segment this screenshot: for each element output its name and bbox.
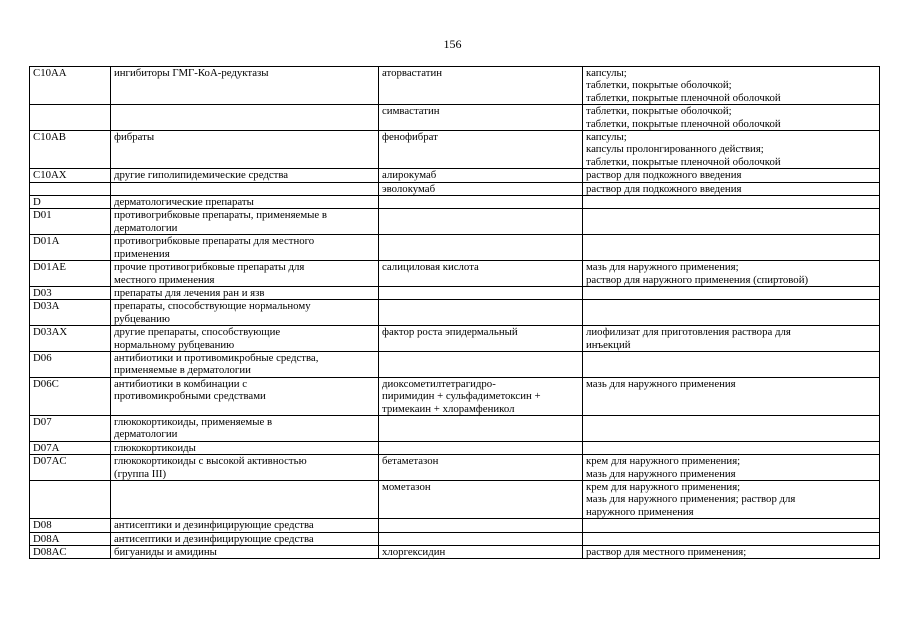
table-row: [30, 532, 880, 545]
dosage-form-cell: таблетки, покрытые оболочкой; таблетки, покрытые пленочной оболочкой: [583, 105, 880, 131]
dosage-form-cell: [583, 286, 880, 299]
table-row: [30, 286, 880, 299]
anatomical-group-cell: препараты, способствующие нормальному рубцеванию: [111, 300, 379, 326]
table-row: [30, 455, 880, 481]
atc-code-cell: D03AX: [30, 326, 111, 352]
anatomical-group-cell: [111, 182, 379, 195]
atc-code-cell: [30, 182, 111, 195]
anatomical-group-cell: антибиотики в комбинации с противомикробными средствами: [111, 377, 379, 415]
anatomical-group-cell: прочие противогрибковые препараты для местного применения: [111, 261, 379, 287]
dosage-form-cell: [583, 519, 880, 532]
dosage-form-cell: [583, 196, 880, 209]
dosage-form-cell: капсулы; таблетки, покрытые оболочкой; таблетки, покрытые пленочной оболочкой: [583, 67, 880, 105]
dosage-form-cell: капсулы; капсулы пролонгированного действия; таблетки, покрытые пленочной оболочкой: [583, 131, 880, 169]
atc-code-cell: D08AC: [30, 546, 111, 559]
atc-code-cell: D08A: [30, 532, 111, 545]
table-row: [30, 415, 880, 441]
table-row: [30, 377, 880, 415]
anatomical-group-cell: антисептики и дезинфицирующие средства: [111, 519, 379, 532]
drug-name-cell: эволокумаб: [379, 182, 583, 195]
atc-code-cell: [30, 105, 111, 131]
anatomical-group-cell: бигуаниды и амидины: [111, 546, 379, 559]
atc-code-cell: D03: [30, 286, 111, 299]
drug-name-cell: [379, 519, 583, 532]
table-row: [30, 169, 880, 182]
anatomical-group-cell: фибраты: [111, 131, 379, 169]
atc-code-cell: D06: [30, 351, 111, 377]
atc-code-cell: D01AE: [30, 261, 111, 287]
drug-name-cell: симвастатин: [379, 105, 583, 131]
anatomical-group-cell: глюкокортикоиды: [111, 441, 379, 454]
anatomical-group-cell: [111, 105, 379, 131]
drug-name-cell: [379, 532, 583, 545]
anatomical-group-cell: противогрибковые препараты, применяемые в дерматологии: [111, 209, 379, 235]
dosage-form-cell: раствор для подкожного введения: [583, 182, 880, 195]
anatomical-group-cell: глюкокортикоиды с высокой активностью (группа III): [111, 455, 379, 481]
drug-name-cell: фактор роста эпидермальный: [379, 326, 583, 352]
dosage-form-cell: раствор для местного применения;: [583, 546, 880, 559]
dosage-form-cell: [583, 209, 880, 235]
table-row: [30, 182, 880, 195]
atc-code-cell: D07AC: [30, 455, 111, 481]
table-row: [30, 441, 880, 454]
atc-code-cell: D: [30, 196, 111, 209]
dosage-form-cell: раствор для подкожного введения: [583, 169, 880, 182]
dosage-form-cell: мазь для наружного применения; раствор для наружного применения (спиртовой): [583, 261, 880, 287]
dosage-form-cell: [583, 415, 880, 441]
drug-name-cell: [379, 300, 583, 326]
table-row: [30, 235, 880, 261]
table-row: [30, 351, 880, 377]
dosage-form-cell: крем для наружного применения; мазь для наружного применения; раствор для наружного применения: [583, 481, 880, 519]
table-row: [30, 209, 880, 235]
drug-name-cell: [379, 209, 583, 235]
drug-name-cell: [379, 415, 583, 441]
atc-code-cell: D07A: [30, 441, 111, 454]
dosage-form-cell: [583, 441, 880, 454]
anatomical-group-cell: противогрибковые препараты для местного применения: [111, 235, 379, 261]
atc-code-cell: D01: [30, 209, 111, 235]
atc-code-cell: D03A: [30, 300, 111, 326]
atc-code-cell: [30, 481, 111, 519]
drug-name-cell: алирокумаб: [379, 169, 583, 182]
table-row: [30, 481, 880, 519]
table-row: [30, 67, 880, 105]
atc-code-cell: D06C: [30, 377, 111, 415]
anatomical-group-cell: дерматологические препараты: [111, 196, 379, 209]
anatomical-group-cell: другие препараты, способствующие нормальному рубцеванию: [111, 326, 379, 352]
anatomical-group-cell: препараты для лечения ран и язв: [111, 286, 379, 299]
anatomical-group-cell: [111, 481, 379, 519]
table-body: [30, 67, 880, 559]
anatomical-group-cell: ингибиторы ГМГ-КоА-редуктазы: [111, 67, 379, 105]
anatomical-group-cell: антисептики и дезинфицирующие средства: [111, 532, 379, 545]
drug-name-cell: фенофибрат: [379, 131, 583, 169]
table-row: [30, 326, 880, 352]
table-row: [30, 546, 880, 559]
drug-name-cell: диоксометилтетрагидро- пиримидин + сульфадиметоксин + тримекаин + хлорамфеникол: [379, 377, 583, 415]
anatomical-group-cell: глюкокортикоиды, применяемые в дерматологии: [111, 415, 379, 441]
drug-name-cell: [379, 441, 583, 454]
drug-table: [29, 66, 880, 559]
table-row: [30, 131, 880, 169]
table-row: [30, 519, 880, 532]
atc-code-cell: C10AA: [30, 67, 111, 105]
dosage-form-cell: крем для наружного применения; мазь для наружного применения: [583, 455, 880, 481]
anatomical-group-cell: антибиотики и противомикробные средства, применяемые в дерматологии: [111, 351, 379, 377]
drug-name-cell: салициловая кислота: [379, 261, 583, 287]
atc-code-cell: D07: [30, 415, 111, 441]
atc-code-cell: C10AB: [30, 131, 111, 169]
drug-name-cell: хлоргексидин: [379, 546, 583, 559]
atc-code-cell: D08: [30, 519, 111, 532]
dosage-form-cell: [583, 300, 880, 326]
dosage-form-cell: мазь для наружного применения: [583, 377, 880, 415]
atc-code-cell: D01A: [30, 235, 111, 261]
table-row: [30, 261, 880, 287]
drug-name-cell: [379, 351, 583, 377]
drug-name-cell: мометазон: [379, 481, 583, 519]
anatomical-group-cell: другие гиполипидемические средства: [111, 169, 379, 182]
table-row: [30, 196, 880, 209]
dosage-form-cell: [583, 235, 880, 261]
drug-name-cell: [379, 235, 583, 261]
drug-name-cell: [379, 196, 583, 209]
atc-code-cell: C10AX: [30, 169, 111, 182]
drug-name-cell: бетаметазон: [379, 455, 583, 481]
drug-name-cell: аторвастатин: [379, 67, 583, 105]
dosage-form-cell: [583, 532, 880, 545]
dosage-form-cell: лиофилизат для приготовления раствора для инъекций: [583, 326, 880, 352]
table-row: [30, 105, 880, 131]
drug-name-cell: [379, 286, 583, 299]
page-number: 156: [443, 37, 462, 51]
table-row: [30, 300, 880, 326]
dosage-form-cell: [583, 351, 880, 377]
